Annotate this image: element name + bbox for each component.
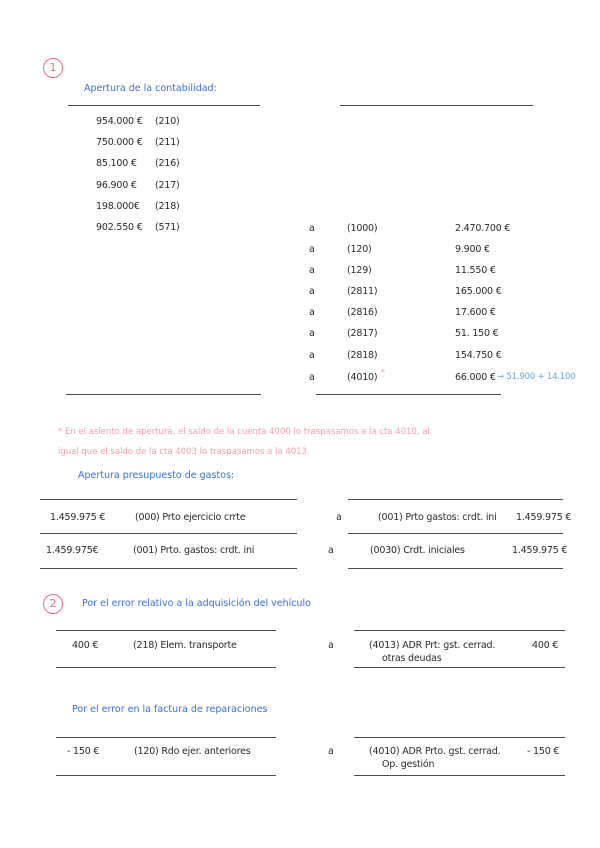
debit-amount: 954.000 € xyxy=(96,116,143,127)
debit-account: (218) xyxy=(155,201,180,212)
debit-amount: 96.900 € xyxy=(96,180,137,191)
divider xyxy=(56,775,276,776)
entry-debit-account: (218) Elem. transporte xyxy=(133,640,237,651)
budget-credit-amount: 1.459.975 € xyxy=(512,545,568,556)
credit-account: (2818) xyxy=(347,350,378,361)
budget-a: a xyxy=(328,545,334,556)
divider xyxy=(40,568,297,569)
divider xyxy=(56,667,276,668)
credit-a: a xyxy=(309,350,315,361)
divider xyxy=(348,499,563,500)
credit-account: (2816) xyxy=(347,307,378,318)
entry-credit-amount: - 150 € xyxy=(527,746,560,757)
credit-amount: 165.000 € xyxy=(455,286,502,297)
credit-a: a xyxy=(309,244,315,255)
budget-credit-account: (0030) Crdt. iniciales xyxy=(370,545,465,556)
budget-credit-amount: 1.459.975 € xyxy=(516,512,572,523)
divider xyxy=(56,630,276,631)
credit-account: (1000) xyxy=(347,223,378,234)
footnote-line: * En el asiento de apertura, el saldo de la cuenta 4000 lo traspasamos a la cta 4010, al xyxy=(58,427,430,437)
credit-account: (4010) xyxy=(347,372,378,383)
budget-debit-amount: 1.459.975€ xyxy=(46,545,99,556)
entry-credit-account: (4013) ADR Prt: gst. cerrad. xyxy=(369,640,496,651)
entry-a: a xyxy=(328,640,334,651)
debit-account: (210) xyxy=(155,116,180,127)
entry-debit-account: (120) Rdo ejer. anteriores xyxy=(134,746,251,757)
budget-debit-amount: 1.459.975 € xyxy=(50,512,106,523)
credit-a: a xyxy=(309,307,315,318)
entry-a: a xyxy=(328,746,334,757)
entry-debit-amount: 400 € xyxy=(72,640,99,651)
credit-account: (129) xyxy=(347,265,372,276)
credit-amount: 51. 150 € xyxy=(455,328,499,339)
divider xyxy=(40,533,297,534)
credit-amount: 66.000 € xyxy=(455,372,496,383)
section-2-title: Por el error relativo a la adquisición del vehículo xyxy=(82,598,311,609)
debit-amount: 85.100 € xyxy=(96,158,137,169)
credit-account: (2817) xyxy=(347,328,378,339)
entry-credit-account: (4010) ADR Prto. gst. cerrad. xyxy=(369,746,501,757)
credit-a: a xyxy=(309,286,315,297)
entry-credit-account-sub: Op. gestión xyxy=(382,759,435,770)
divider xyxy=(66,394,261,395)
budget-debit-account: (000) Prto ejercicio crrte xyxy=(135,512,246,523)
asterisk-mark: * xyxy=(381,368,385,377)
divider xyxy=(56,737,276,738)
divider xyxy=(354,737,565,738)
divider xyxy=(40,499,297,500)
section-1-title: Apertura de la contabilidad: xyxy=(84,83,217,94)
credit-amount: 11.550 € xyxy=(455,265,496,276)
footnote-line: igual que el saldo de la cta 4003 lo traspasamos a la 4013 xyxy=(58,447,307,457)
credit-amount: 17.600 € xyxy=(455,307,496,318)
budget-debit-account: (001) Prto. gastos: crdt. ini xyxy=(133,545,255,556)
budget-a: a xyxy=(336,512,342,523)
credit-a: a xyxy=(309,328,315,339)
debit-amount: 902.550 € xyxy=(96,222,143,233)
divider xyxy=(340,105,533,106)
entry-credit-account-sub: otras deudas xyxy=(382,653,442,664)
divider xyxy=(354,775,565,776)
debit-account: (571) xyxy=(155,222,180,233)
credit-a: a xyxy=(309,223,315,234)
section-number-2: 2 xyxy=(43,594,63,614)
debit-account: (211) xyxy=(155,137,180,148)
credit-amount: 154.750 € xyxy=(455,350,502,361)
credit-amount: 2.470.700 € xyxy=(455,223,511,234)
debit-amount: 198.000€ xyxy=(96,201,140,212)
divider xyxy=(348,533,563,534)
debit-amount: 750.000 € xyxy=(96,137,143,148)
section-2-subtitle: Por el error en la factura de reparaciones xyxy=(72,704,268,715)
arrow-note: → 51.900 + 14.100 xyxy=(497,372,576,382)
debit-account: (217) xyxy=(155,180,180,191)
credit-account: (2811) xyxy=(347,286,378,297)
credit-a: a xyxy=(309,372,315,383)
credit-amount: 9.900 € xyxy=(455,244,490,255)
divider xyxy=(354,630,565,631)
divider xyxy=(354,667,565,668)
divider xyxy=(316,394,501,395)
budget-credit-account: (001) Prto gastos: crdt. ini xyxy=(378,512,497,523)
credit-a: a xyxy=(309,265,315,276)
section-number-1: 1 xyxy=(43,58,63,78)
budget-title: Apertura presupuesto de gastos: xyxy=(78,470,235,481)
entry-debit-amount: - 150 € xyxy=(67,746,100,757)
debit-account: (216) xyxy=(155,158,180,169)
credit-account: (120) xyxy=(347,244,372,255)
divider xyxy=(68,105,260,106)
divider xyxy=(348,568,563,569)
entry-credit-amount: 400 € xyxy=(532,640,559,651)
